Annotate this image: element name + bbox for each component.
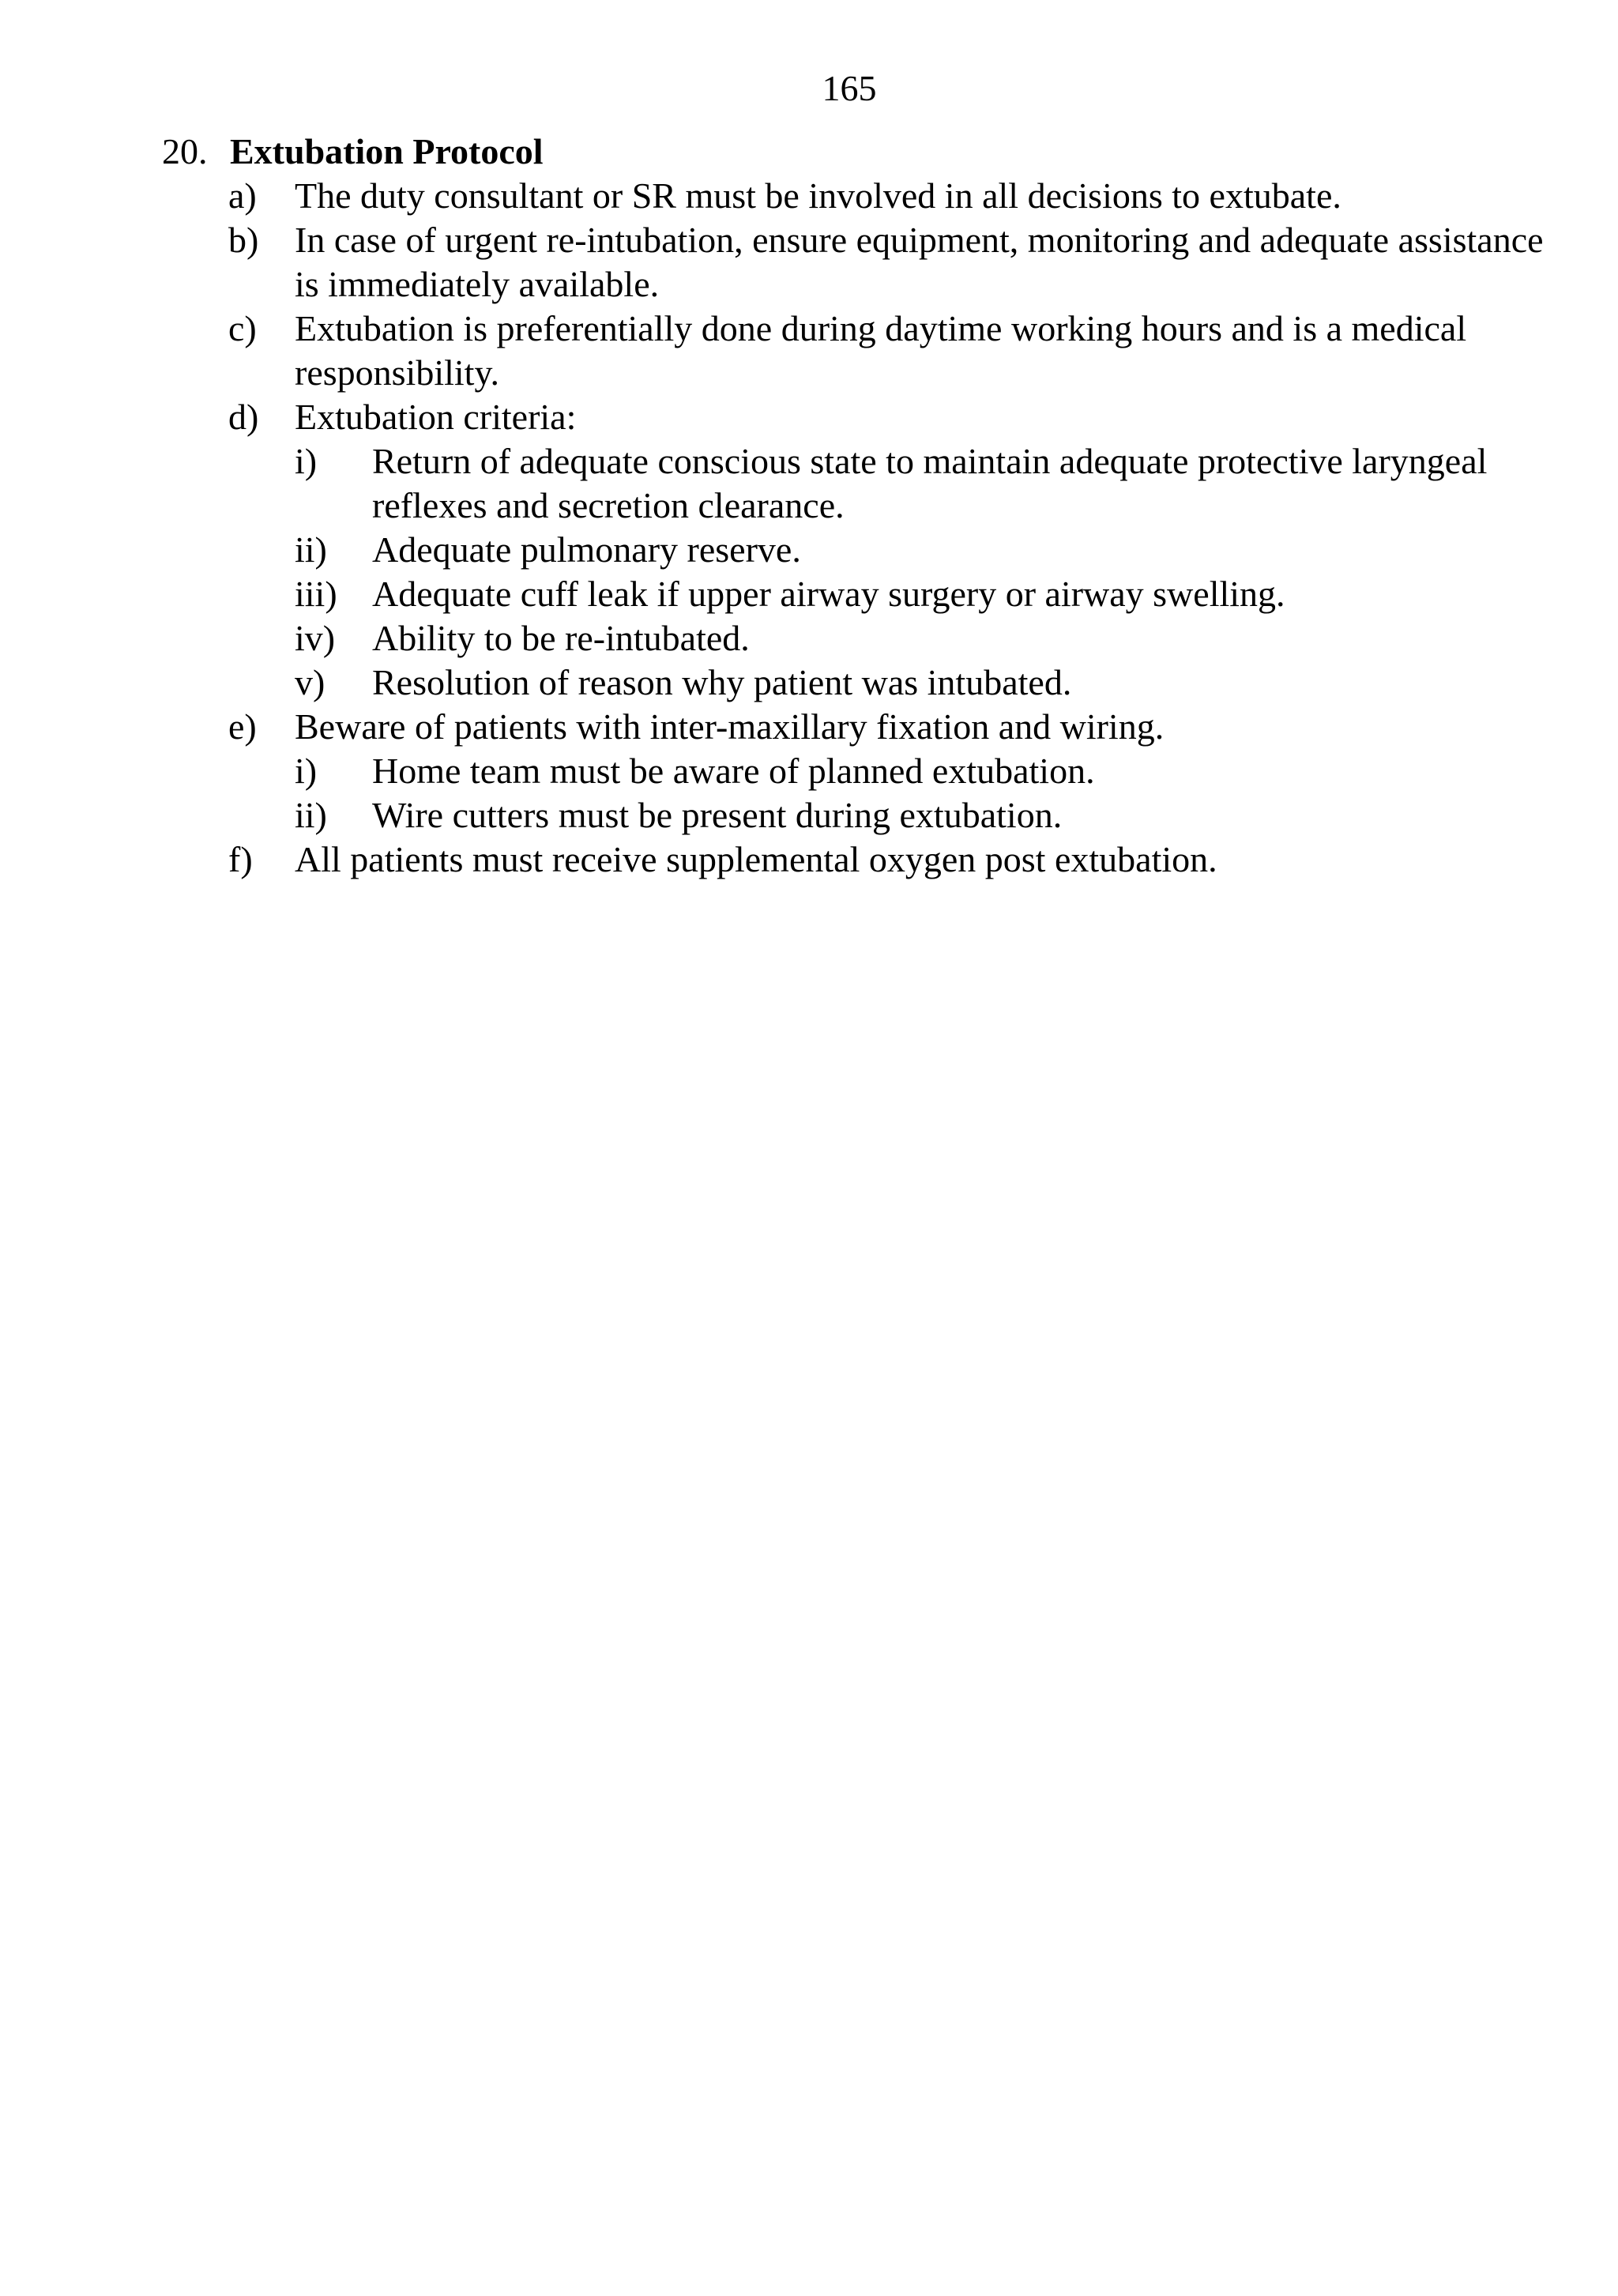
list-item-text: The duty consultant or SR must be involved in all decisions to extubate.	[295, 175, 1341, 216]
list-item-label: e)	[228, 706, 257, 747]
sub-item-e-ii	[295, 793, 1552, 837]
list-item-d	[228, 395, 1552, 705]
sub-item-text: Adequate pulmonary reserve.	[372, 529, 801, 570]
sub-item-d-ii	[295, 528, 1552, 572]
sub-item-text: Wire cutters must be present during extubation.	[372, 795, 1063, 835]
page-number: 165	[822, 68, 877, 108]
section-number: 20.	[162, 131, 208, 171]
list-item-label: a)	[228, 175, 257, 216]
list-item-label: b)	[228, 220, 259, 260]
sub-item-label: i)	[295, 751, 318, 791]
list-item-b	[228, 218, 1552, 307]
sub-item-e-i	[295, 749, 1552, 793]
list-item-label: d)	[228, 397, 259, 437]
list-item-text: Extubation criteria:	[295, 397, 577, 437]
sub-item-label: iii)	[295, 574, 337, 614]
list-item-label: c)	[228, 308, 257, 348]
sub-item-text: Resolution of reason why patient was intubated.	[372, 662, 1072, 702]
sub-item-d-i	[295, 439, 1552, 528]
sub-item-label: v)	[295, 662, 325, 702]
section-heading	[162, 130, 1552, 174]
list-item-c	[228, 307, 1552, 395]
sub-item-d-iv	[295, 616, 1552, 661]
sub-item-text: Home team must be aware of planned extubation.	[372, 751, 1095, 791]
sub-item-label: ii)	[295, 795, 327, 835]
list-item-text: Extubation is preferentially done during daytime working hours and is a medical responsibility.	[295, 308, 1467, 393]
sub-item-label: ii)	[295, 529, 327, 570]
sub-item-label: i)	[295, 441, 318, 481]
list-item-text: Beware of patients with inter-maxillary fixation and wiring.	[295, 706, 1165, 747]
list-item-e	[228, 705, 1552, 837]
section-title: Extubation Protocol	[230, 131, 544, 171]
sub-item-d-iii	[295, 572, 1552, 616]
protocol-list	[162, 174, 1552, 882]
sub-item-d-v	[295, 661, 1552, 705]
list-item-text: All patients must receive supplemental oxygen post extubation.	[295, 839, 1217, 879]
list-item-label: f)	[228, 839, 253, 879]
sub-item-text: Adequate cuff leak if upper airway surgery or airway swelling.	[372, 574, 1285, 614]
sub-item-text: Return of adequate conscious state to maintain adequate protective laryngeal reflexes and secretion clearance.	[372, 441, 1488, 525]
sub-item-label: iv)	[295, 618, 336, 658]
list-item-a	[228, 174, 1552, 218]
list-item-text: In case of urgent re-intubation, ensure equipment, monitoring and adequate assistance is immediately available.	[295, 220, 1544, 304]
list-item-f	[228, 837, 1552, 882]
sub-item-text: Ability to be re-intubated.	[372, 618, 750, 658]
section-extubation-protocol	[162, 130, 1552, 882]
